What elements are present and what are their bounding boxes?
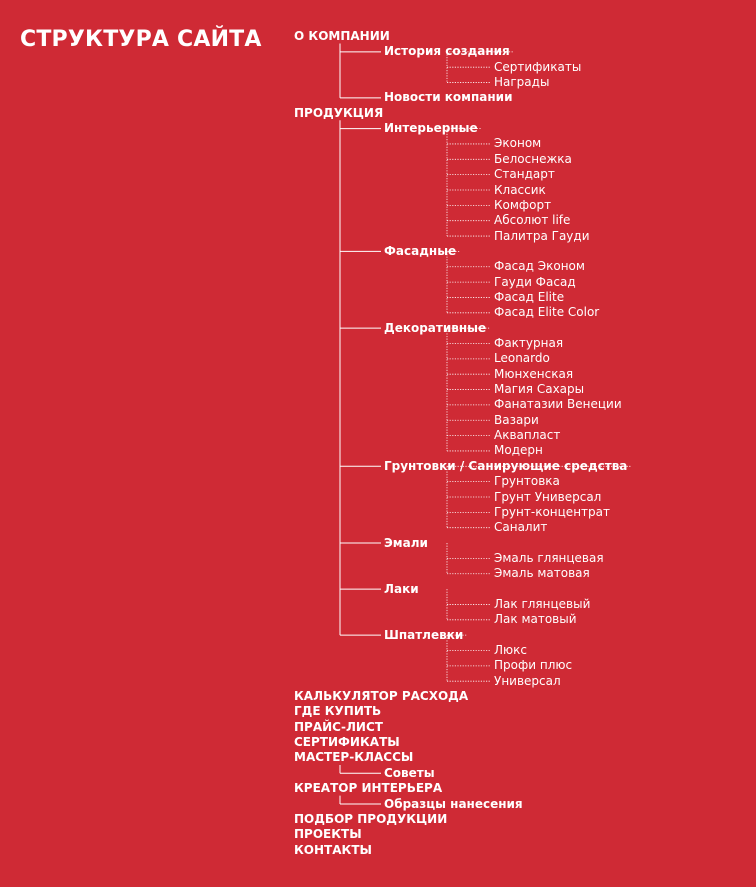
menu-item-level3[interactable]: Сертификаты bbox=[494, 59, 582, 74]
menu-item-level1[interactable]: МАСТЕР-КЛАССЫ bbox=[294, 750, 414, 765]
menu-item-level3[interactable]: Лак глянцевый bbox=[494, 596, 591, 611]
menu-item-level3[interactable]: Эмаль глянцевая bbox=[494, 550, 604, 565]
menu-item-level3[interactable]: Награды bbox=[494, 75, 550, 90]
menu-item-level3[interactable]: Мюнхенская bbox=[494, 366, 574, 381]
menu-item-level3[interactable]: Грунтовка bbox=[494, 474, 560, 489]
menu-item-level3[interactable]: Гауди Фасад bbox=[494, 274, 576, 289]
menu-item-level3[interactable]: Эмаль матовая bbox=[494, 566, 590, 581]
menu-item-level2[interactable]: Лаки bbox=[384, 581, 419, 596]
menu-item-level2[interactable]: Эмали bbox=[384, 535, 428, 550]
menu-item-level3[interactable]: Классик bbox=[494, 182, 546, 197]
menu-item-level3[interactable]: Фасад Эконом bbox=[494, 259, 585, 274]
menu-item-level3[interactable]: Магия Сахары bbox=[494, 382, 585, 397]
menu-item-level2[interactable]: Советы bbox=[384, 765, 435, 780]
menu-item-level2[interactable]: Грунтовки / Санирующие средства bbox=[384, 458, 628, 473]
menu-item-level3[interactable]: Белоснежка bbox=[494, 151, 572, 166]
menu-item-level3[interactable]: Люкс bbox=[494, 643, 527, 657]
menu-item-level2[interactable]: Интерьерные bbox=[384, 121, 478, 136]
menu-item-level3[interactable]: Фасад Elite bbox=[494, 289, 565, 304]
menu-item-level1[interactable]: ГДЕ КУПИТЬ bbox=[294, 704, 382, 719]
menu-item-level3[interactable]: Грунт Универсал bbox=[494, 489, 602, 504]
menu-item-level3[interactable]: Универсал bbox=[494, 673, 561, 688]
menu-item-level1[interactable]: ПРОЕКТЫ bbox=[294, 827, 362, 842]
menu-item-level3[interactable]: Leonardo bbox=[494, 351, 550, 366]
page-title: СТРУКТУРА САЙТА bbox=[20, 27, 262, 52]
menu-item-level3[interactable]: Фасад Elite Color bbox=[494, 305, 600, 320]
menu-item-level1[interactable]: ПРОДУКЦИЯ bbox=[294, 105, 384, 120]
menu-item-level2[interactable]: Образцы нанесения bbox=[384, 796, 523, 811]
menu-item-level2[interactable]: История создания bbox=[384, 44, 510, 59]
menu-item-level3[interactable]: Стандарт bbox=[494, 167, 555, 182]
menu-item-level2[interactable]: Фасадные bbox=[384, 243, 457, 258]
menu-item-level3[interactable]: Профи плюс bbox=[494, 658, 573, 673]
menu-item-level1[interactable]: ПРАЙС-ЛИСТ bbox=[294, 719, 383, 734]
menu-item-level1[interactable]: СЕРТИФИКАТЫ bbox=[294, 735, 400, 750]
menu-item-level1[interactable]: ПОДБОР ПРОДУКЦИИ bbox=[294, 811, 448, 826]
menu-item-level3[interactable]: Комфорт bbox=[494, 197, 552, 212]
menu-item-level3[interactable]: Палитра Гауди bbox=[494, 228, 590, 243]
menu-item-level2[interactable]: Декоративные bbox=[384, 320, 487, 335]
menu-item-level3[interactable]: Фанатазии Венеции bbox=[494, 397, 622, 412]
menu-item-level2[interactable]: Новости компании bbox=[384, 90, 513, 105]
menu-item-level3[interactable]: Эконом bbox=[494, 136, 542, 151]
menu-item-level3[interactable]: Аквапласт bbox=[494, 428, 561, 443]
menu-item-level1[interactable]: КОНТАКТЫ bbox=[294, 842, 372, 857]
menu-item-level3[interactable]: Модерн bbox=[494, 443, 543, 458]
menu-item-level3[interactable]: Лак матовый bbox=[494, 612, 577, 627]
menu-item-level3[interactable]: Фактурная bbox=[494, 336, 564, 350]
menu-item-level1[interactable]: КАЛЬКУЛЯТОР РАСХОДА bbox=[294, 689, 469, 704]
menu-item-level1[interactable]: КРЕАТОР ИНТЕРЬЕРА bbox=[294, 781, 443, 796]
menu-item-level3[interactable]: Саналит bbox=[494, 520, 548, 535]
menu-item-level3[interactable]: Абсолют life bbox=[494, 213, 571, 228]
menu-item-level1[interactable]: О КОМПАНИИ bbox=[294, 29, 390, 43]
menu-item-level3[interactable]: Грунт-концентрат bbox=[494, 504, 610, 519]
menu-item-level2[interactable]: Шпатлевки bbox=[384, 627, 464, 642]
menu-item-level3[interactable]: Вазари bbox=[494, 412, 539, 427]
